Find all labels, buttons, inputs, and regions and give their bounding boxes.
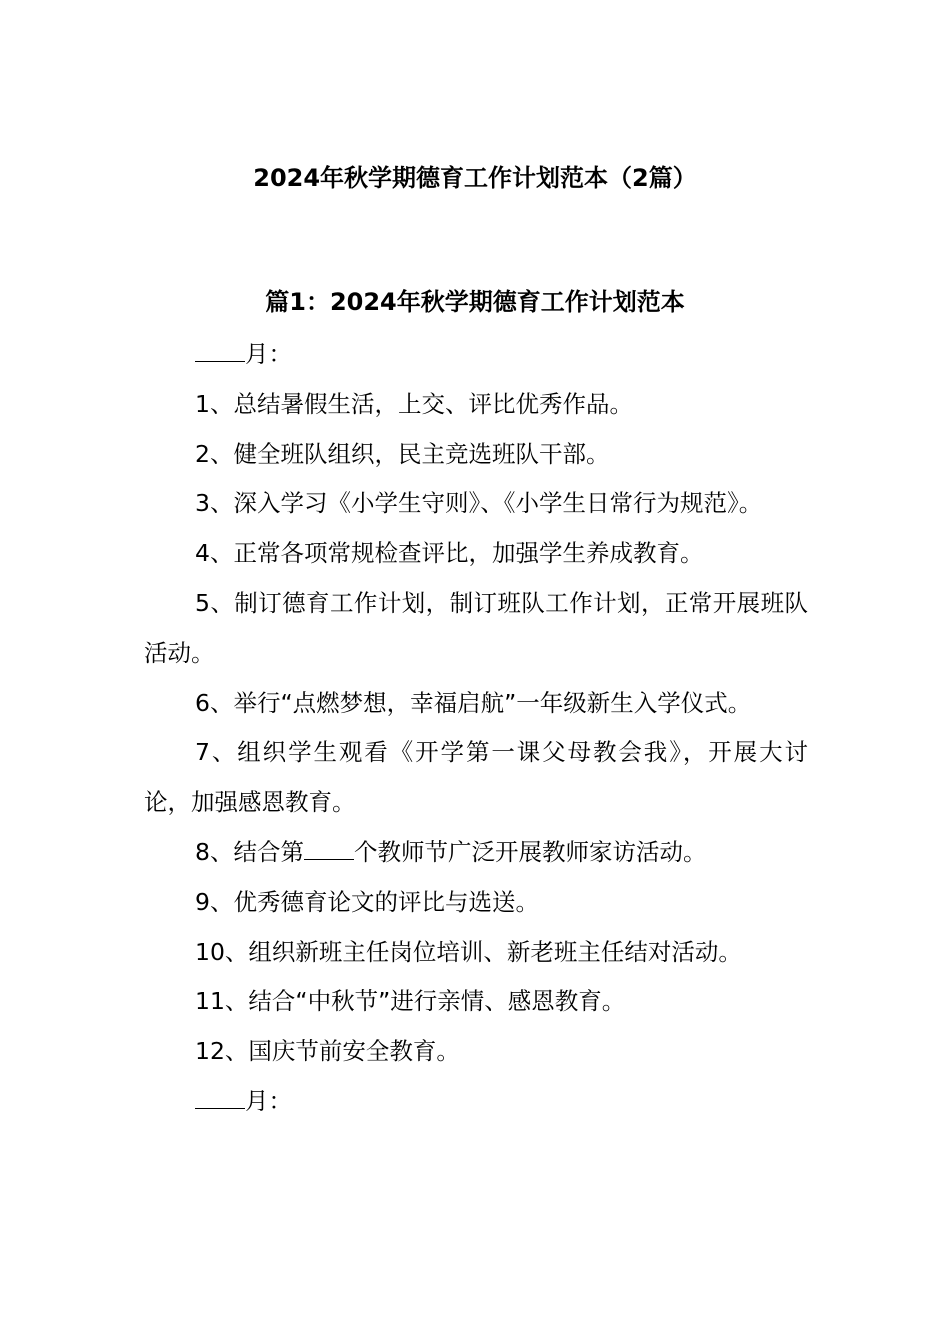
list-item: 6、举行“点燃梦想，幸福启航”一年级新生入学仪式。: [195, 688, 752, 717]
month-line-2: [144, 1077, 808, 1127]
month-label: 月：: [245, 1086, 292, 1115]
list-item: 12、国庆节前安全教育。: [195, 1037, 460, 1066]
list-item: 2、健全班队组织，民主竞选班队干部。: [195, 439, 610, 468]
item8-prefix: 8、结合第: [195, 837, 304, 866]
month-line-1: [144, 330, 808, 380]
list-item: 9、优秀德育论文的评比与选送。: [195, 887, 539, 916]
list-item-8: [144, 828, 808, 878]
list-item: 4、正常各项常规检查评比，加强学生养成教育。: [195, 539, 704, 568]
blank-underline: [195, 1088, 245, 1109]
list-item: 11、结合“中秋节”进行亲情、感恩教育。: [195, 987, 626, 1016]
document-body: [144, 330, 808, 1127]
list-item: 5、制订德育工作计划，制订班队工作计划，正常开展班队活动。: [144, 588, 808, 667]
list-item: 7、组织学生观看《开学第一课父母教会我》，开展大讨论，加强感恩教育。: [144, 738, 808, 817]
blank-underline: [304, 839, 354, 860]
item8-suffix: 个教师节广泛开展教师家访活动。: [353, 837, 707, 866]
document-title: 2024年秋学期德育工作计划范本（2篇）: [253, 164, 697, 192]
section-title: 篇1：2024年秋学期德育工作计划范本: [265, 288, 685, 316]
blank-underline: [195, 341, 245, 362]
list-item: 3、深入学习《小学生守则》、《小学生日常行为规范》。: [195, 489, 763, 518]
list-item: 10、组织新班主任岗位培训、新老班主任结对活动。: [195, 937, 742, 966]
month-label: 月：: [245, 340, 292, 368]
list-item: 1、总结暑假生活，上交、评比优秀作品。: [195, 389, 633, 418]
